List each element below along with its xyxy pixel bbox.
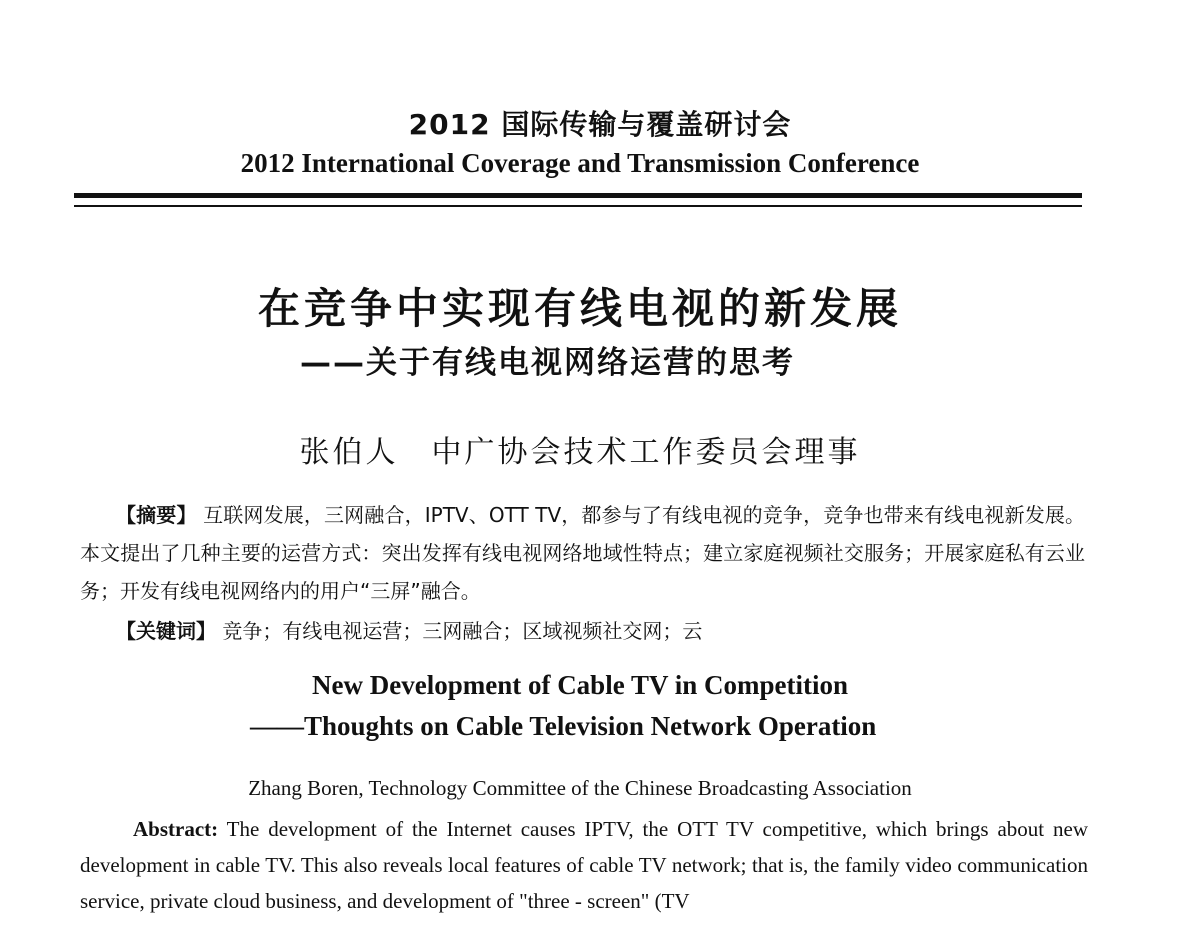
keywords-text-cn: 竞争；有线电视运营；三网融合；区域视频社交网；云 — [216, 619, 703, 643]
abstract-label-en: Abstract: — [133, 817, 219, 841]
conference-title-en: 2012 International Coverage and Transmission Conference — [240, 148, 920, 178]
conference-title-cn: 2012 国际传输与覆盖研讨会 — [408, 108, 792, 141]
keywords-cn — [116, 612, 702, 650]
author-line-en: Zhang Boren, Technology Committee of the Chinese Broadcasting Association — [248, 776, 912, 800]
paper-subtitle-cn: ——关于有线电视网络运营的思考 — [300, 345, 795, 381]
paper-title-en: New Development of Cable TV in Competition — [312, 670, 848, 700]
header-rule-thick — [74, 193, 1082, 198]
header-rule-thin — [74, 205, 1082, 207]
abstract-en — [80, 811, 1088, 919]
abstract-text-cn: 互联网发展，三网融合，IPTV、OTT TV，都参与了有线电视的竞争，竞争也带来有线电视新发展。本文提出了几种主要的运营方式：突出发挥有线电视网络地域性特点；建立家庭视频社交服务；开展家庭私有云业务；开发有线电视网络内的用户“三屏”融合。 — [80, 503, 1086, 603]
abstract-text-en: The development of the Internet causes IPTV, the OTT TV competitive, which brings about new development in cable TV. This also reveals local features of cable TV network; that is, the family video communication service, private cloud business, and development of "three - screen" (TV — [80, 817, 1088, 913]
paper-subtitle-en: ——Thoughts on Cable Television Network Operation — [250, 711, 877, 741]
abstract-label-cn: 【摘要】 — [116, 503, 197, 527]
keywords-label-cn: 【关键词】 — [116, 619, 216, 643]
author-line-cn: 张伯人 中广协会技术工作委员会理事 — [299, 435, 861, 470]
paper-title-cn: 在竞争中实现有线电视的新发展 — [257, 284, 902, 333]
abstract-cn — [80, 496, 1085, 610]
